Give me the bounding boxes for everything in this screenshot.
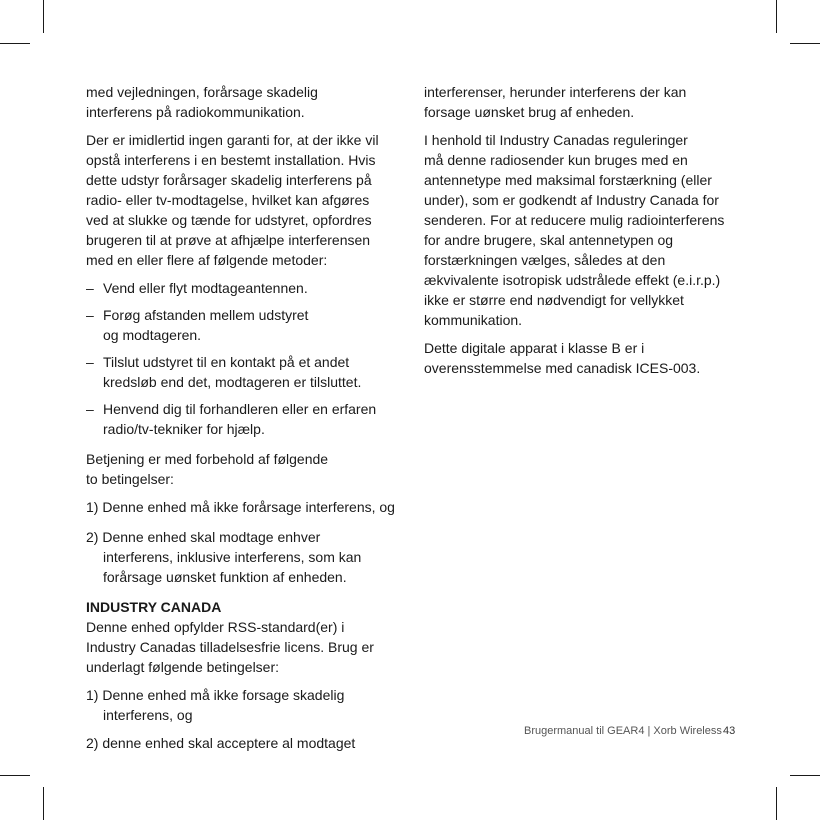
dash-bullet: – [86,307,94,323]
list-number: 1) [86,499,99,515]
crop-mark [0,775,30,776]
dash-bullet: – [86,401,94,417]
crop-mark [790,43,820,44]
list-item: – Henvend dig til forhandleren eller en erfaren radio/tv-tekniker for hjælp. [86,401,377,437]
list-number: 1) [86,687,99,703]
crop-mark [790,775,820,776]
left-column [86,82,402,760]
list-item: 1) Denne enhed må ikke forsage skadelig interferens, og [86,687,345,723]
ices-paragraph: Dette digitale apparat i klasse B er i overensstemmelse med canadisk ICES-003. [424,340,701,376]
list-item: – Tilslut udstyret til en kontakt på et andet kredsløb end det, modtageren er tilsluttet. [86,354,362,390]
crop-mark [776,787,777,820]
list-item: 2) denne enhed skal acceptere al modtaget [86,735,356,751]
crop-mark [776,0,777,33]
list-item: – Forøg afstanden mellem udstyret og modtageren. [86,307,309,343]
industry-canada-section: INDUSTRY CANADA Denne enhed opfylder RSS-standard(er) i Industry Canadas tilladelsesfrie licens. Brug er underlagt følgende betingelser: [86,597,402,677]
intro-text: med vejledningen, forårsage skadelig interferens på radiokommunikation. [86,84,318,120]
footer-title: Brugermanual til GEAR4 | Xorb Wireless [524,725,722,737]
list-number: 2) [86,529,99,545]
page-number: 43 [723,725,736,737]
crop-mark [43,0,44,33]
list-item: – Vend eller flyt modtageantennen. [86,280,308,296]
list-item: 2) Denne enhed skal modtage enhver interferens, inklusive interferens, som kan forårsage uønsket funktion af enheden. [86,529,362,585]
conditions-intro: Betjening er med forbehold af følgende to betingelser: [86,451,329,487]
dash-bullet: – [86,280,94,296]
crop-mark [43,787,44,820]
list-number: 2) [86,735,99,751]
dash-bullet: – [86,354,94,370]
list-item: 1) Denne enhed må ikke forårsage interferens, og [86,499,395,515]
antenna-paragraph: I henhold til Industry Canadas reguleringer må denne radiosender kun bruges med en antennetype med maksimal forstærkning (eller under), som er godkendt af Industry Canada for senderen. For at reducere mulig radiointerferens for andre brugere, skal antennetypen og forstærkningen vælges, således at den ækvivalente isotropisk udstrålede effekt (e.i.r.p.) ikke er større end nødvendigt for vellykket kommunikation. [424,132,725,328]
interference-paragraph: Der er imidlertid ingen garanti for, at der ikke vil opstå interferens i en bestemt installation. Hvis dette udstyr forårsager skadelig interferens på radio- eller tv-modtagelse, hvilket kan afgøres ved at slukke og tænde for udstyret, opfordres brugeren til at prøve at afhjælpe interferensen med en eller flere af følgende metoder: [86,132,379,268]
section-heading: INDUSTRY CANADA [86,599,222,615]
right-column [424,82,740,386]
continuation-text: interferenser, herunder interferens der kan forsage uønsket brug af enheden. [424,84,687,120]
crop-mark [0,43,30,44]
